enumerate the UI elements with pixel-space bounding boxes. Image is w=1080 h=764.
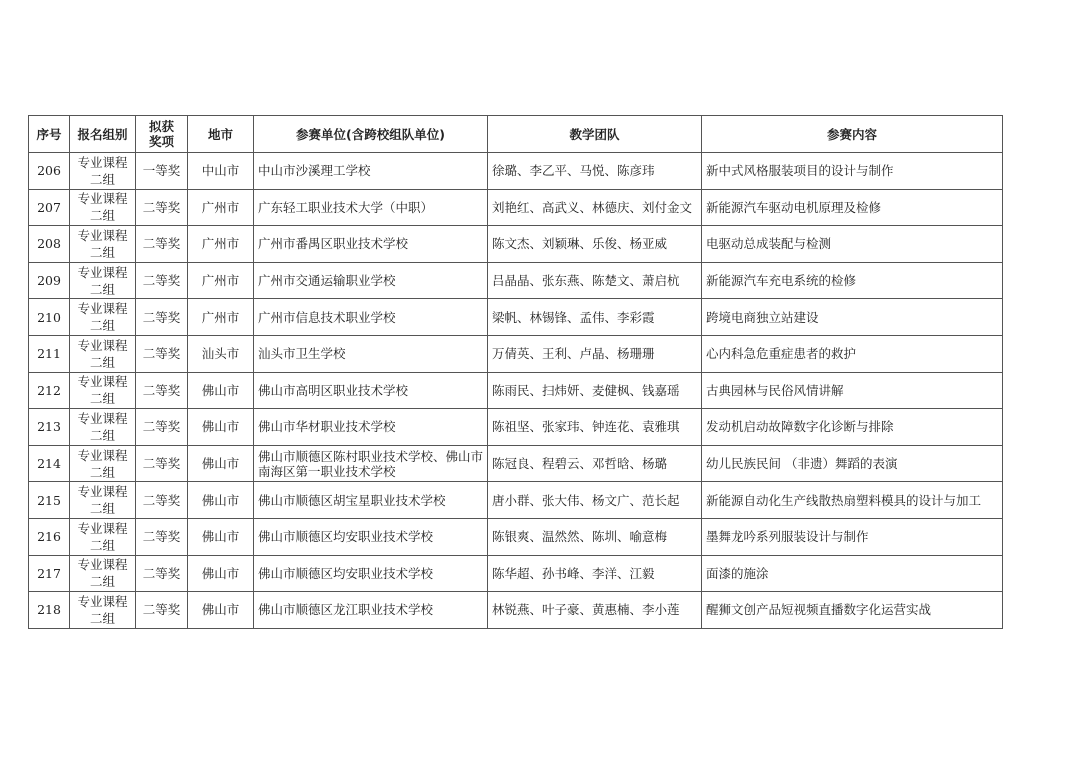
cell-content: 跨境电商独立站建设: [702, 299, 1003, 336]
cell-seq: 206: [29, 153, 70, 190]
cell-content: 新能源汽车充电系统的检修: [702, 262, 1003, 299]
cell-group: 专业课程二组: [70, 555, 136, 592]
cell-city: 中山市: [188, 153, 254, 190]
cell-seq: 217: [29, 555, 70, 592]
cell-seq: 213: [29, 409, 70, 446]
cell-team: 吕晶晶、张东燕、陈楚文、萧启杭: [488, 262, 702, 299]
cell-content: 心内科急危重症患者的救护: [702, 335, 1003, 372]
cell-seq: 207: [29, 189, 70, 226]
cell-unit: 佛山市高明区职业技术学校: [254, 372, 488, 409]
cell-seq: 214: [29, 445, 70, 482]
cell-group: 专业课程二组: [70, 372, 136, 409]
cell-content: 新中式风格服装项目的设计与制作: [702, 153, 1003, 190]
cell-content: 幼儿民族民间 （非遗）舞蹈的表演: [702, 445, 1003, 482]
cell-award: 二等奖: [136, 518, 188, 555]
cell-city: 佛山市: [188, 518, 254, 555]
cell-award: 二等奖: [136, 555, 188, 592]
cell-content: 新能源自动化生产线散热扇塑料模具的设计与加工: [702, 482, 1003, 519]
cell-city: 佛山市: [188, 445, 254, 482]
header-team: 教学团队: [488, 116, 702, 153]
table-row: [29, 555, 1003, 592]
cell-group: 专业课程二组: [70, 226, 136, 263]
cell-unit: 广州市信息技术职业学校: [254, 299, 488, 336]
header-seq: 序号: [29, 116, 70, 153]
cell-city: 汕头市: [188, 335, 254, 372]
header-row: [29, 116, 1003, 153]
cell-group: 专业课程二组: [70, 335, 136, 372]
cell-team: 陈祖坚、张家玮、钟连花、袁雅琪: [488, 409, 702, 446]
header-unit: 参赛单位(含跨校组队单位): [254, 116, 488, 153]
cell-content: 醒狮文创产品短视频直播数字化运营实战: [702, 592, 1003, 629]
cell-seq: 218: [29, 592, 70, 629]
cell-group: 专业课程二组: [70, 592, 136, 629]
cell-award: 二等奖: [136, 445, 188, 482]
cell-group: 专业课程二组: [70, 153, 136, 190]
cell-seq: 209: [29, 262, 70, 299]
cell-team: 徐璐、李乙平、马悦、陈彦玮: [488, 153, 702, 190]
header-group: 报名组别: [70, 116, 136, 153]
cell-unit: 佛山市顺德区均安职业技术学校: [254, 555, 488, 592]
cell-city: 广州市: [188, 299, 254, 336]
header-content: 参赛内容: [702, 116, 1003, 153]
cell-content: 电驱动总成装配与检测: [702, 226, 1003, 263]
header-city: 地市: [188, 116, 254, 153]
cell-content: 新能源汽车驱动电机原理及检修: [702, 189, 1003, 226]
cell-team: 陈华超、孙书峰、李洋、江毅: [488, 555, 702, 592]
cell-city: 佛山市: [188, 372, 254, 409]
cell-unit: 广州市交通运输职业学校: [254, 262, 488, 299]
cell-team: 陈文杰、刘颖琳、乐俊、杨亚威: [488, 226, 702, 263]
cell-city: 佛山市: [188, 592, 254, 629]
cell-group: 专业课程二组: [70, 482, 136, 519]
table-row: [29, 299, 1003, 336]
cell-award: 二等奖: [136, 592, 188, 629]
cell-award: 二等奖: [136, 189, 188, 226]
cell-unit: 广州市番禺区职业技术学校: [254, 226, 488, 263]
cell-team: 陈银爽、温然然、陈圳、喻意梅: [488, 518, 702, 555]
cell-team: 陈冠良、程碧云、邓哲晗、杨璐: [488, 445, 702, 482]
cell-group: 专业课程二组: [70, 189, 136, 226]
cell-award: 二等奖: [136, 299, 188, 336]
table-row: [29, 445, 1003, 482]
table-row: [29, 409, 1003, 446]
table-row: [29, 262, 1003, 299]
table-row: [29, 189, 1003, 226]
cell-unit: 汕头市卫生学校: [254, 335, 488, 372]
cell-award: 二等奖: [136, 482, 188, 519]
cell-content: 面漆的施涂: [702, 555, 1003, 592]
cell-content: 古典园林与民俗风情讲解: [702, 372, 1003, 409]
table-row: [29, 226, 1003, 263]
cell-content: 发动机启动故障数字化诊断与排除: [702, 409, 1003, 446]
table-row: [29, 518, 1003, 555]
cell-city: 佛山市: [188, 555, 254, 592]
cell-seq: 212: [29, 372, 70, 409]
cell-seq: 211: [29, 335, 70, 372]
cell-unit: 佛山市顺德区陈村职业技术学校、佛山市南海区第一职业技术学校: [254, 445, 488, 482]
cell-seq: 210: [29, 299, 70, 336]
cell-unit: 佛山市顺德区胡宝星职业技术学校: [254, 482, 488, 519]
cell-team: 陈雨民、扫炜妍、麦健枫、钱嘉瑶: [488, 372, 702, 409]
cell-seq: 208: [29, 226, 70, 263]
table-row: [29, 335, 1003, 372]
cell-city: 广州市: [188, 189, 254, 226]
cell-unit: 广东轻工职业技术大学（中职）: [254, 189, 488, 226]
cell-team: 唐小群、张大伟、杨文广、范长起: [488, 482, 702, 519]
cell-city: 佛山市: [188, 409, 254, 446]
cell-award: 一等奖: [136, 153, 188, 190]
cell-content: 墨舞龙吟系列服装设计与制作: [702, 518, 1003, 555]
cell-seq: 216: [29, 518, 70, 555]
table-row: [29, 592, 1003, 629]
award-table: [28, 115, 1003, 629]
cell-unit: 佛山市顺德区龙江职业技术学校: [254, 592, 488, 629]
cell-award: 二等奖: [136, 372, 188, 409]
table-row: [29, 482, 1003, 519]
cell-unit: 佛山市华材职业技术学校: [254, 409, 488, 446]
cell-team: 林锐燕、叶子豪、黄惠楠、李小莲: [488, 592, 702, 629]
cell-team: 万倩英、王利、卢晶、杨珊珊: [488, 335, 702, 372]
table-body: [29, 153, 1003, 629]
cell-seq: 215: [29, 482, 70, 519]
cell-group: 专业课程二组: [70, 409, 136, 446]
cell-city: 佛山市: [188, 482, 254, 519]
cell-unit: 佛山市顺德区均安职业技术学校: [254, 518, 488, 555]
cell-group: 专业课程二组: [70, 262, 136, 299]
cell-unit: 中山市沙溪理工学校: [254, 153, 488, 190]
cell-team: 梁帆、林锡锋、孟伟、李彩霞: [488, 299, 702, 336]
cell-award: 二等奖: [136, 262, 188, 299]
cell-city: 广州市: [188, 262, 254, 299]
cell-award: 二等奖: [136, 335, 188, 372]
cell-team: 刘艳红、高武义、林德庆、刘付金文: [488, 189, 702, 226]
cell-group: 专业课程二组: [70, 445, 136, 482]
table-row: [29, 372, 1003, 409]
table-row: [29, 153, 1003, 190]
cell-award: 二等奖: [136, 226, 188, 263]
cell-city: 广州市: [188, 226, 254, 263]
cell-group: 专业课程二组: [70, 518, 136, 555]
cell-award: 二等奖: [136, 409, 188, 446]
cell-group: 专业课程二组: [70, 299, 136, 336]
header-award: 拟获奖项: [136, 116, 188, 153]
